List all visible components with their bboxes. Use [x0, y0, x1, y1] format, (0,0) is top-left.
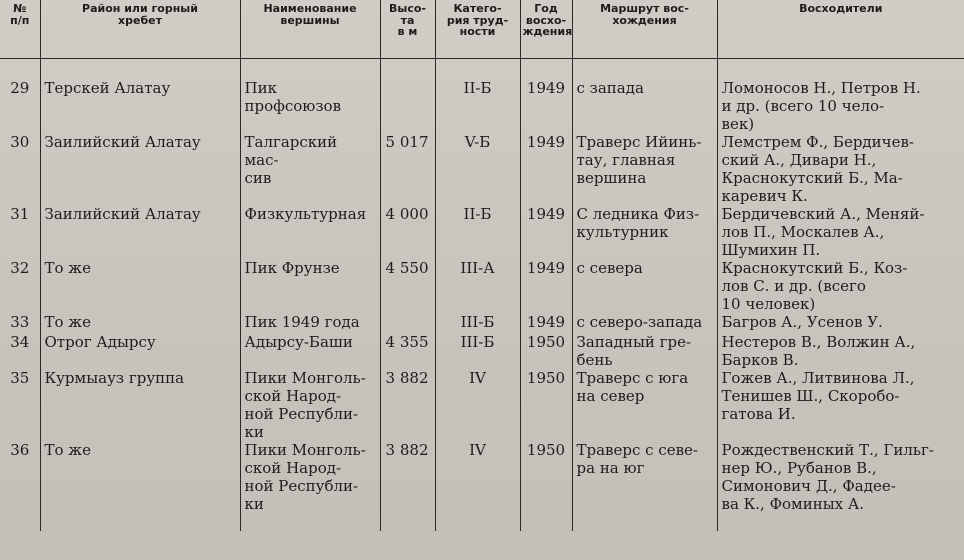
- cell-category: IV: [435, 369, 520, 441]
- cell-region: Заилийский Алатау: [40, 133, 240, 205]
- header-year: Год восхо- ждения: [520, 0, 572, 59]
- header-climbers: Восходители: [717, 0, 964, 59]
- cell-climbers: Рождественский Т., Гильг- нер Ю., Рубанов В., Симонович Д., Фадее- ва К., Фоминых А.: [721, 441, 934, 513]
- cell-region: Терскей Алатау: [40, 59, 240, 134]
- cell-number: 33: [0, 313, 40, 333]
- cell-height: [380, 313, 435, 333]
- cell-year: 1949: [520, 205, 572, 259]
- cell-peak: Пик профсоюзов: [240, 59, 380, 134]
- cell-route: Траверс с юга на север: [572, 369, 717, 441]
- cell-category: III-Б: [435, 313, 520, 333]
- header-category: Катего- рия труд- ности: [435, 0, 520, 59]
- cell-year: 1950: [520, 333, 572, 369]
- cell-year: 1949: [520, 59, 572, 134]
- cell-climbers: Гожев А., Литвинова Л., Тенишев Ш., Скоробо- гатова И.: [721, 369, 915, 423]
- cell-route: Траверс Ийинь- тау, главная вершина: [572, 133, 717, 205]
- cell-height: 4 355: [380, 333, 435, 369]
- table-row: [0, 333, 964, 369]
- cell-region: Курмыауз группа: [40, 369, 240, 441]
- cell-route: с запада: [572, 59, 717, 134]
- cell-peak: Физкультурная: [240, 205, 380, 259]
- table-row: [0, 59, 964, 134]
- table-row: [0, 441, 964, 531]
- header-height: Высо- та в м: [380, 0, 435, 59]
- cell-route: с севера: [572, 259, 717, 313]
- cell-number: 34: [0, 333, 40, 369]
- cell-height: 4 000: [380, 205, 435, 259]
- cell-region: То же: [40, 259, 240, 313]
- header-route: Маршрут вос- хождения: [572, 0, 717, 59]
- cell-year: 1949: [520, 133, 572, 205]
- table-row: [0, 205, 964, 259]
- table-row: [0, 313, 964, 333]
- cell-route: с северо-запада: [572, 313, 717, 333]
- cell-height: 3 882: [380, 441, 435, 531]
- cell-category: V-Б: [435, 133, 520, 205]
- cell-category: IV: [435, 441, 520, 531]
- header-region: Район или горный хребет: [40, 0, 240, 59]
- table-row: [0, 369, 964, 441]
- cell-climbers: Краснокутский Б., Коз- лов С. и др. (всего 10 человек): [721, 259, 908, 313]
- cell-number: 31: [0, 205, 40, 259]
- cell-peak: Талгарский мас- сив: [240, 133, 380, 205]
- cell-climbers: Багров А., Усенов У.: [721, 313, 883, 331]
- header-peak: Наименование вершины: [240, 0, 380, 59]
- table-row: [0, 259, 964, 313]
- cell-peak: Пики Монголь- ской Народ- ной Республи- ки: [240, 441, 380, 531]
- cell-year: 1949: [520, 313, 572, 333]
- cell-height: [380, 59, 435, 134]
- cell-region: То же: [40, 441, 240, 531]
- cell-number: 32: [0, 259, 40, 313]
- cell-category: II-Б: [435, 205, 520, 259]
- cell-route: Западный гре- бень: [572, 333, 717, 369]
- cell-year: 1950: [520, 441, 572, 531]
- cell-region: То же: [40, 313, 240, 333]
- cell-height: 4 550: [380, 259, 435, 313]
- cell-number: 30: [0, 133, 40, 205]
- cell-peak: Пики Монголь- ской Народ- ной Республи- ки: [240, 369, 380, 441]
- header-number: № п/п: [0, 0, 40, 59]
- cell-height: 5 017: [380, 133, 435, 205]
- table-row: [0, 133, 964, 205]
- cell-category: II-Б: [435, 59, 520, 134]
- cell-number: 35: [0, 369, 40, 441]
- cell-route: Траверс с севе- ра на юг: [572, 441, 717, 531]
- cell-peak: Пик 1949 года: [240, 313, 380, 333]
- cell-climbers: Бердичевский А., Меняй- лов П., Москалев А., Шумихин П.: [721, 205, 925, 259]
- cell-year: 1949: [520, 259, 572, 313]
- cell-region: Отрог Адырсу: [40, 333, 240, 369]
- cell-category: III-А: [435, 259, 520, 313]
- cell-category: III-Б: [435, 333, 520, 369]
- cell-number: 29: [0, 59, 40, 134]
- cell-year: 1950: [520, 369, 572, 441]
- cell-route: С ледника Физ- культурник: [572, 205, 717, 259]
- cell-peak: Пик Фрунзе: [240, 259, 380, 313]
- cell-region: Заилийский Алатау: [40, 205, 240, 259]
- cell-height: 3 882: [380, 369, 435, 441]
- cell-climbers: Ломоносов Н., Петров Н. и др. (всего 10 чело- век): [721, 79, 921, 133]
- header-row: [0, 0, 964, 59]
- cell-climbers: Лемстрем Ф., Бердичев- ский А., Дивари Н., Краснокутский Б., Ма- каревич К.: [721, 133, 914, 205]
- cell-peak: Адырсу-Баши: [240, 333, 380, 369]
- cell-climbers: Нестеров В., Волжин А., Барков В.: [721, 333, 916, 369]
- cell-number: 36: [0, 441, 40, 531]
